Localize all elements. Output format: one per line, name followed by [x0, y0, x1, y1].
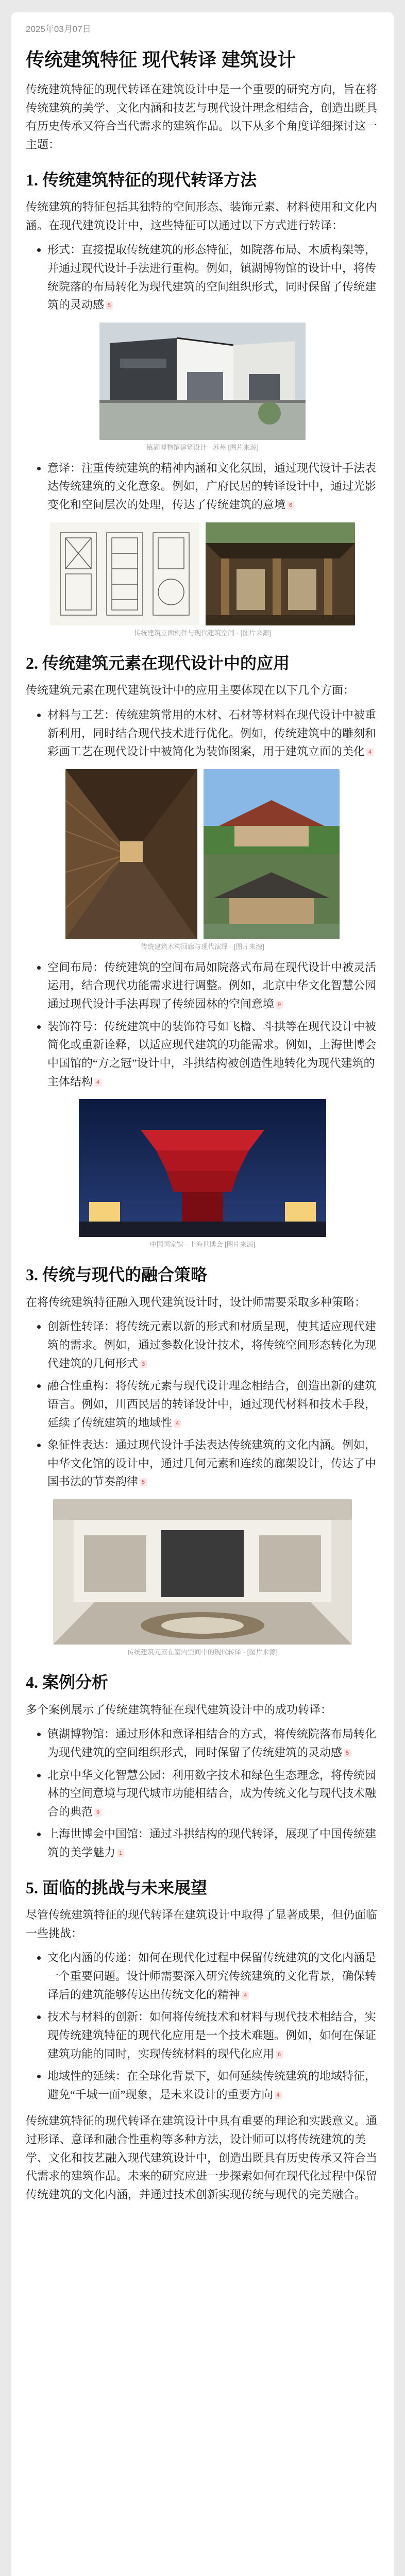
image-caption: 中国国家馆 · 上海世博会 [图片来源]: [149, 1241, 256, 1249]
citation-badge[interactable]: 9: [94, 1808, 102, 1817]
list-item: • 镇湖博物馆：通过形体和意译相结合的方式，将传统院落布局转化为现代建筑的空间组织形式，同时保留了传统建筑的灵动感 5: [47, 1725, 379, 1761]
list-item: • 意译：注重传统建筑的精神内涵和文化氛围，通过现代设计手法表达传统建筑的文化意象。例如，广府民居的转译设计中，通过光影变化和空间层次的处理，传达了传统建筑的意境 6: [47, 459, 379, 514]
corridor-illustration: [65, 769, 197, 939]
list-item: • 形式：直接提取传统建筑的形态特征，如院落布局、木质构架等，并通过现代设计手法进行重构。例如，镇湖博物馆的设计中，将传统院落的布局转化为现代建筑的空间组织形式，同时保留了传统建筑的灵动感 5: [47, 241, 379, 314]
citation-badge[interactable]: 3: [140, 1360, 147, 1368]
list-item: • 融合性重构：将传统元素与现代设计理念相结合，创造出新的建筑语言。例如，川西民居的转译设计中，通过现代材料和技术手段，延续了传统建筑的地域性 4: [47, 1377, 379, 1432]
list-item: • 技术与材料的创新：如何将传统技术和材料与现代技术相结合，实现传统建筑特征的现代化应用是一个技术难题。例如，如何在保证建筑功能的同时，实现传统材料的现代化应用 6: [47, 2008, 379, 2063]
image-caption: 镇湖博物馆建筑设计 · 苏州 [图片来源]: [146, 443, 259, 451]
elevation-drawing: [50, 522, 199, 625]
citation-badge[interactable]: 6: [276, 2050, 283, 2059]
list-item: • 空间布局：传统建筑的空间布局如院落式布局在现代设计中被灵活运用，结合现代功能需求进行调整。例如，北京中华文化智慧公园通过现代设计手法再现了传统园林的空间意境 9: [47, 958, 379, 1013]
section-5-lead: 尽管传统建筑特征的现代转译在建筑设计中取得了显著成果，但仍面临一些挑战：: [26, 1908, 378, 1940]
list-item: • 象征性表达：通过现代设计手法表达传统建筑的文化内涵。例如，中华文化馆的设计中，通过几何元素和连续的廊架设计，传达了中国书法的节奏韵律 5: [47, 1436, 379, 1491]
citation-badge[interactable]: 4: [275, 2091, 282, 2099]
corridor-photo: [65, 769, 197, 939]
citation-badge[interactable]: 4: [366, 748, 374, 756]
list-item: • 文化内涵的传递：如何在现代化过程中保留传统建筑的文化内涵是一个重要问题。设计师需要深入研究传统建筑的文化背景，确保转译后的建筑能够传达出传统文化的精神 4: [47, 1948, 379, 2004]
section-heading-3: 3. 传统与现代的融合策略: [26, 1265, 208, 1284]
list-item: • 北京中华文化智慧公园：利用数字技术和绿色生态理念，将传统园林的空间意境与现代城市功能相结合，成为传统文化与现代技术融合的典范 9: [47, 1766, 379, 1821]
page-title: 传统建筑特征 现代转译 建筑设计: [26, 49, 296, 70]
section-5-list: [26, 1948, 379, 2104]
garden-pavilion-photos: [204, 769, 340, 939]
closing-paragraph: 传统建筑特征的现代转译在建筑设计中具有重要的理论和实践意义。通过形译、意译和融合性重构等多种方法，设计师可以将传统建筑的美学、文化和技艺融入现代建筑设计中，创造出既具有历史传承又符合当代需求的建筑作品。未来的研究应进一步探索如何在现代化过程中保留传统建筑的文化内涵，并通过技术创新实现传统与现代的完美融合。: [26, 2114, 378, 2201]
museum-illustration: [99, 323, 306, 440]
list-item: • 创新性转译：将传统元素以新的形式和材质呈现，使其适应现代建筑的需求。例如，通过参数化设计技术，将传统空间形态转化为现代建筑的几何形式 3: [47, 1317, 379, 1372]
section-heading-2: 2. 传统建筑元素在现代设计中的应用: [26, 653, 290, 672]
section-4-list: [26, 1725, 379, 1861]
section-2-lead: 传统建筑元素在现代建筑设计中的应用主要体现在以下几个方面：: [26, 684, 355, 697]
interior-hall-illustration: [53, 1499, 352, 1645]
image-row: [26, 522, 379, 625]
list-item: • 装饰符号：传统建筑中的装饰符号如飞檐、斗拱等在现代设计中被简化或重新诠释，以适应现代建筑的功能需求。例如，上海世博会中国馆的“方之冠”设计中，斗拱结构被创造性地转化为现代建筑的主体结构 4: [47, 1018, 379, 1091]
section-2-list-b: [26, 958, 379, 1091]
image-caption: 传统建筑立面构件与现代建筑空间 · [图片来源]: [134, 629, 271, 637]
intro-paragraph: 传统建筑特征的现代转译在建筑设计中是一个重要的研究方向，旨在将传统建筑的美学、文化内涵和技艺与现代设计理念相结合，创造出既具有历史传承又符合当代需求的建筑作品。以下从多个角度详细探讨这一主题：: [26, 83, 378, 151]
section-heading-4: 4. 案例分析: [26, 1673, 109, 1692]
section-1-lead: 传统建筑的特征包括其独特的空间形态、装饰元素、材料使用和文化内涵。在现代建筑设计中，这些特征可以通过以下方式进行转译：: [26, 200, 378, 232]
article-card: [11, 12, 394, 2576]
museum-photo: [99, 323, 306, 440]
citation-badge[interactable]: 6: [287, 501, 294, 510]
heritage-illustration: [206, 522, 355, 625]
section-4-lead: 多个案例展示了传统建筑特征在现代建筑设计中的成功转译：: [26, 1703, 332, 1716]
section-heading-1: 1. 传统建筑特征的现代转译方法: [26, 170, 257, 189]
section-1-list-b: [26, 459, 379, 514]
citation-badge[interactable]: 5: [140, 1478, 147, 1486]
image-caption: 传统建筑元素在室内空间中的现代转译 · [图片来源]: [127, 1648, 278, 1656]
citation-badge[interactable]: 4: [242, 1991, 249, 1999]
list-item: • 上海世博会中国馆：通过斗拱结构的现代转译，展现了中国传统建筑的美学魅力 1: [47, 1825, 379, 1861]
section-1-list: [26, 241, 379, 314]
heritage-photo: [206, 522, 355, 625]
publish-date: 2025年03月07日: [26, 24, 91, 34]
section-3-lead: 在将传统建筑特征融入现代建筑设计时，设计师需要采取多种策略：: [26, 1295, 366, 1309]
section-heading-5: 5. 面临的挑战与未来展望: [26, 1878, 208, 1897]
citation-badge[interactable]: 4: [174, 1419, 181, 1428]
citation-badge[interactable]: 5: [106, 301, 113, 310]
citation-badge[interactable]: 9: [276, 1001, 283, 1009]
section-3-list: [26, 1317, 379, 1491]
pavilion-illustration: [204, 769, 340, 939]
section-2-list: [26, 706, 379, 761]
image-row: [26, 769, 379, 939]
list-item: • 地域性的延续：在全球化背景下，如何延续传统建筑的地域特征，避免“千城一面”现象，是未来设计的重要方向 4: [47, 2067, 379, 2104]
citation-badge[interactable]: 4: [94, 1078, 102, 1087]
citation-badge[interactable]: 1: [117, 1849, 124, 1857]
citation-badge[interactable]: 5: [344, 1749, 351, 1757]
image-caption: 传统建筑木构回廊与现代演绎 · [图片来源]: [141, 942, 264, 951]
china-pavilion-illustration: [79, 1099, 326, 1237]
china-pavilion-photo: [79, 1099, 326, 1237]
list-item: • 材料与工艺：传统建筑常用的木材、石材等材料在现代设计中被重新利用，同时结合现代技术进行优化。例如，传统建筑中的雕刻和彩画工艺在现代设计中被简化为装饰图案，用于建筑立面的美化 4: [47, 706, 379, 761]
facade-drawing: [50, 522, 199, 625]
interior-hall-photo: [53, 1499, 352, 1645]
